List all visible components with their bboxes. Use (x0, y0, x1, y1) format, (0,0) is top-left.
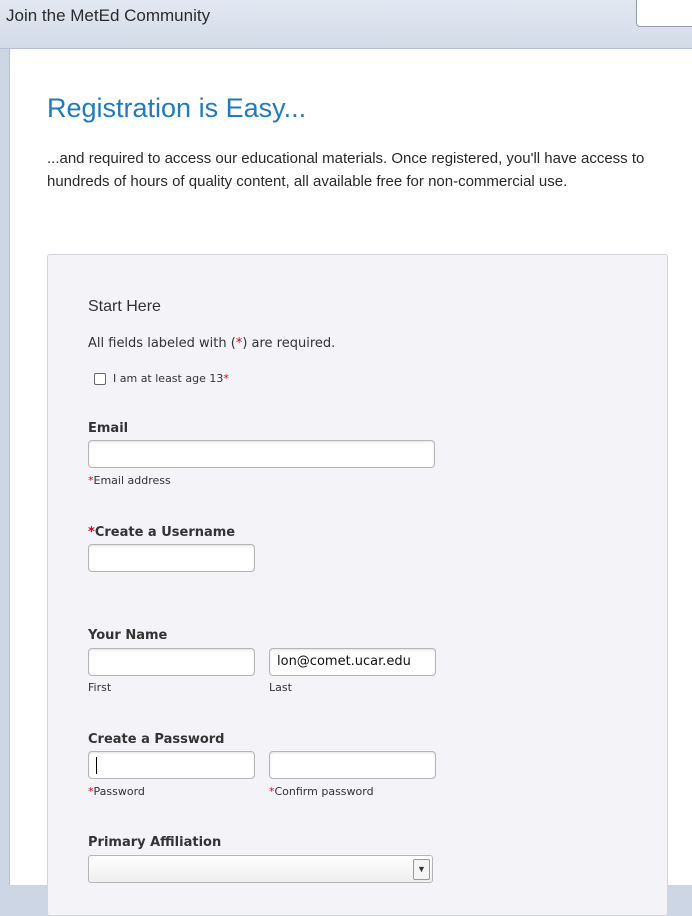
email-sublabel-text: Email address (93, 474, 171, 487)
age-confirmation (94, 372, 229, 385)
email-field[interactable] (88, 440, 435, 468)
required-fields-note (88, 336, 335, 351)
required-marker: * (88, 474, 94, 487)
age-checkbox[interactable] (94, 373, 106, 385)
form-section-title: Start Here (88, 298, 161, 315)
password-sublabel-text: Password (93, 785, 145, 798)
dropdown-arrow-icon[interactable]: ▼ (413, 859, 430, 880)
password-field[interactable] (88, 751, 255, 779)
last-name-sublabel: Last (269, 681, 292, 694)
password-label: Create a Password (88, 732, 225, 747)
header-search-field[interactable] (636, 0, 692, 27)
age-checkbox-label[interactable] (113, 372, 229, 385)
last-name-field[interactable]: lon@comet.ucar.edu (269, 648, 436, 676)
username-label (88, 525, 235, 540)
text-cursor (96, 757, 97, 774)
required-marker: * (235, 336, 243, 351)
email-label: Email (88, 421, 129, 436)
first-name-sublabel: First (88, 681, 112, 694)
required-marker: * (223, 372, 229, 385)
intro-text: ...and required to access our educational materials. Once registered, you'll have access to hundreds of hours of quality content, all available free for non-commercial use. (47, 150, 645, 190)
required-marker: * (88, 525, 95, 540)
top-bar (0, 0, 692, 49)
required-note-text-start: All fields labeled with ( (88, 336, 236, 351)
username-label-text: Create a Username (94, 525, 236, 540)
email-sublabel (88, 474, 171, 487)
age-label-text: I am at least age 13 (113, 372, 224, 385)
registration-form-panel (47, 254, 668, 916)
password-sublabel (88, 785, 145, 798)
page-header-title: Join the MetEd Community (6, 6, 211, 25)
page-heading: Registration is Easy... (47, 93, 307, 123)
name-label: Your Name (88, 628, 168, 643)
required-marker: * (88, 785, 94, 798)
username-field[interactable] (88, 544, 255, 572)
required-marker: * (269, 785, 275, 798)
confirm-password-sublabel-text: Confirm password (274, 785, 374, 798)
affiliation-label: Primary Affiliation (88, 835, 222, 850)
required-note-text-end: ) are required. (242, 336, 336, 351)
main-content (9, 49, 692, 885)
confirm-password-sublabel (269, 785, 374, 798)
first-name-field[interactable] (88, 648, 255, 676)
confirm-password-field[interactable] (269, 751, 436, 779)
affiliation-select[interactable] (88, 855, 433, 883)
